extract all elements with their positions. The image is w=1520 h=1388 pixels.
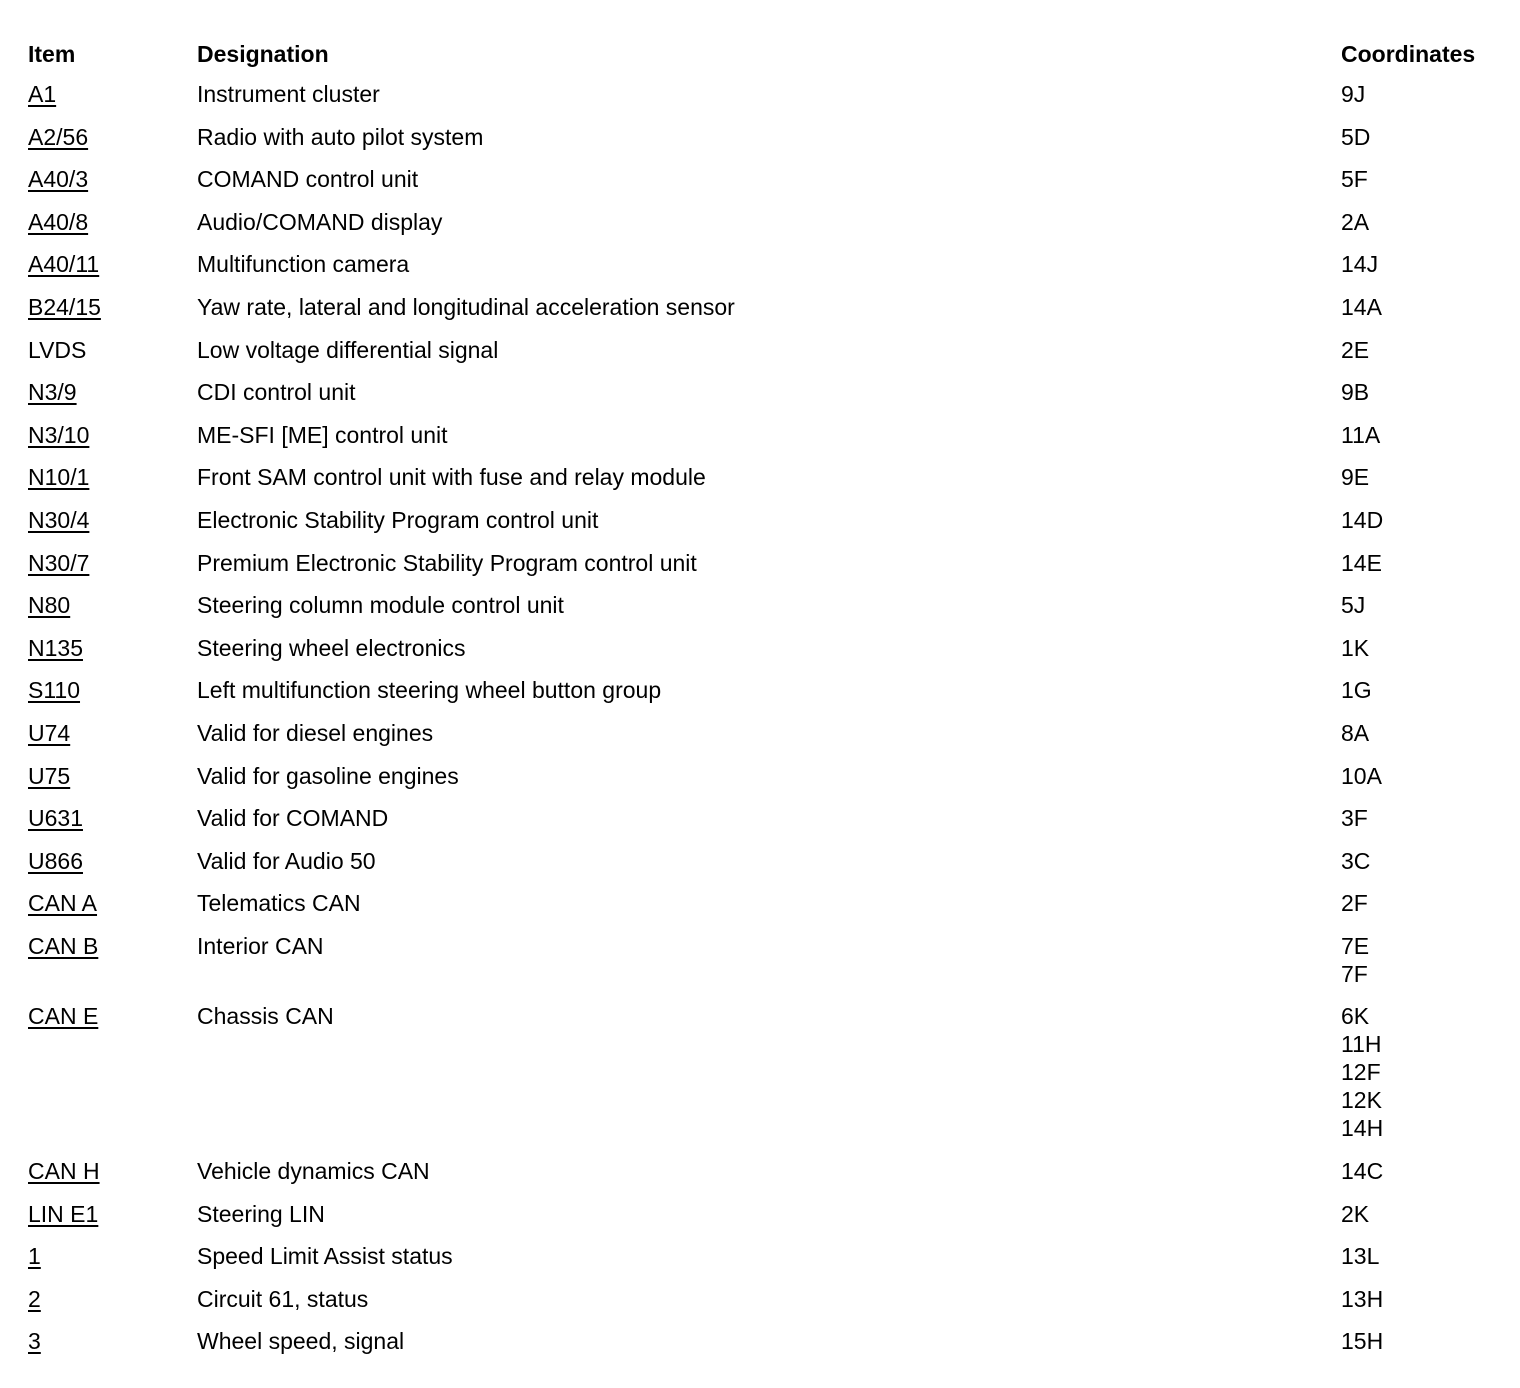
table-row bbox=[28, 378, 1508, 421]
coordinates-cell bbox=[1341, 719, 1508, 747]
coordinate-value: 13L bbox=[1341, 1243, 1380, 1270]
coordinate-value: 15H bbox=[1341, 1328, 1384, 1355]
table-row bbox=[28, 932, 1508, 1003]
item-cell bbox=[28, 250, 197, 278]
item-link[interactable]: U74 bbox=[28, 719, 71, 746]
designation-cell: Audio/COMAND display bbox=[197, 208, 443, 235]
table-row bbox=[28, 293, 1508, 336]
item-cell bbox=[28, 1327, 197, 1355]
table-row bbox=[28, 591, 1508, 634]
table-row bbox=[28, 804, 1508, 847]
designation-cell: Telematics CAN bbox=[197, 890, 361, 917]
coordinates-cell bbox=[1341, 463, 1508, 491]
item-link[interactable]: A40/8 bbox=[28, 208, 89, 235]
coordinates-cell bbox=[1341, 1002, 1508, 1142]
table-row bbox=[28, 463, 1508, 506]
designation-cell: Wheel speed, signal bbox=[197, 1328, 405, 1355]
coordinate-value: 1G bbox=[1341, 677, 1372, 704]
coordinates-cell bbox=[1341, 1327, 1508, 1355]
coordinates-cell bbox=[1341, 804, 1508, 832]
designation-cell: Steering LIN bbox=[197, 1200, 325, 1227]
item-cell bbox=[28, 421, 197, 449]
table-row bbox=[28, 421, 1508, 464]
coordinates-cell bbox=[1341, 889, 1508, 917]
designation-cell: Interior CAN bbox=[197, 932, 324, 959]
designation-cell: Vehicle dynamics CAN bbox=[197, 1158, 430, 1185]
item-cell bbox=[28, 719, 197, 747]
coordinates-cell bbox=[1341, 676, 1508, 704]
item-link[interactable]: A1 bbox=[28, 81, 57, 107]
table-row bbox=[28, 1327, 1508, 1370]
item-cell bbox=[28, 506, 197, 534]
coordinates-cell bbox=[1341, 336, 1508, 364]
coordinate-value: 9J bbox=[1341, 81, 1366, 107]
designation-cell: Yaw rate, lateral and longitudinal acceleration sensor bbox=[197, 293, 735, 320]
coordinate-value: 14D bbox=[1341, 506, 1384, 533]
designation-cell: Electronic Stability Program control unit bbox=[197, 506, 599, 533]
designation-cell: Chassis CAN bbox=[197, 1003, 334, 1030]
coordinate-value: 9E bbox=[1341, 464, 1370, 491]
table-row bbox=[28, 1200, 1508, 1243]
designation-cell: Steering column module control unit bbox=[197, 592, 564, 619]
designation-cell: Speed Limit Assist status bbox=[197, 1243, 453, 1270]
coordinates-cell bbox=[1341, 847, 1508, 875]
item-link[interactable]: CAN B bbox=[28, 932, 99, 959]
designation-cell: CDI control unit bbox=[197, 379, 356, 406]
table-row bbox=[28, 1242, 1508, 1285]
coordinate-value: 12F bbox=[1341, 1059, 1381, 1086]
coordinate-value: 14C bbox=[1341, 1158, 1384, 1185]
item-cell bbox=[28, 293, 197, 321]
item-link[interactable]: N3/10 bbox=[28, 421, 90, 448]
table-row bbox=[28, 762, 1508, 805]
designation-cell: Low voltage differential signal bbox=[197, 336, 499, 363]
table-row bbox=[28, 847, 1508, 890]
item-link[interactable]: 3 bbox=[28, 1328, 41, 1355]
item-cell bbox=[28, 80, 197, 108]
coordinate-value: 10A bbox=[1341, 762, 1382, 789]
table-row bbox=[28, 1157, 1508, 1200]
coordinate-value: 7F bbox=[1341, 960, 1368, 987]
item-link[interactable]: N80 bbox=[28, 592, 71, 619]
item-cell bbox=[28, 208, 197, 236]
coordinate-value: 6K bbox=[1341, 1003, 1370, 1030]
coordinate-value: 5J bbox=[1341, 592, 1366, 619]
table-row bbox=[28, 336, 1508, 379]
coordinate-value: 9B bbox=[1341, 379, 1370, 406]
coordinates-cell bbox=[1341, 80, 1508, 108]
item-cell bbox=[28, 378, 197, 406]
item-link[interactable]: S110 bbox=[28, 677, 81, 704]
coordinates-cell bbox=[1341, 1242, 1508, 1270]
coordinate-value: 11H bbox=[1341, 1031, 1382, 1058]
item-link[interactable]: A40/11 bbox=[28, 251, 100, 278]
designation-cell: Left multifunction steering wheel button group bbox=[197, 677, 662, 704]
item-cell bbox=[28, 676, 197, 704]
item-link[interactable]: U75 bbox=[28, 762, 71, 789]
table-header-row bbox=[28, 40, 1508, 80]
item-link[interactable]: CAN H bbox=[28, 1158, 100, 1185]
coordinate-value: 2F bbox=[1341, 890, 1368, 917]
item-cell bbox=[28, 463, 197, 491]
table-row bbox=[28, 165, 1508, 208]
item-cell bbox=[28, 336, 197, 364]
item-link[interactable]: B24/15 bbox=[28, 293, 101, 320]
item-cell bbox=[28, 1200, 197, 1228]
coordinates-cell bbox=[1341, 932, 1508, 988]
coordinate-value: 2K bbox=[1341, 1200, 1370, 1227]
designation-cell: Circuit 61, status bbox=[197, 1285, 369, 1312]
item-label: LVDS bbox=[28, 336, 87, 363]
coordinates-cell bbox=[1341, 591, 1508, 619]
table-row bbox=[28, 250, 1508, 293]
coordinate-value: 1K bbox=[1341, 634, 1370, 661]
table-row bbox=[28, 634, 1508, 677]
item-link[interactable]: U866 bbox=[28, 847, 83, 874]
coordinates-cell bbox=[1341, 165, 1508, 193]
coordinate-value: 12K bbox=[1341, 1087, 1382, 1114]
coordinate-value: 7E bbox=[1341, 932, 1370, 959]
coordinates-cell bbox=[1341, 293, 1508, 321]
designation-cell: COMAND control unit bbox=[197, 166, 419, 193]
item-cell bbox=[28, 762, 197, 790]
item-cell bbox=[28, 847, 197, 875]
table-row bbox=[28, 676, 1508, 719]
table-row bbox=[28, 208, 1508, 251]
item-cell bbox=[28, 123, 197, 151]
coordinates-cell bbox=[1341, 208, 1508, 236]
coordinate-value: 14E bbox=[1341, 549, 1382, 576]
item-cell bbox=[28, 549, 197, 577]
item-cell bbox=[28, 165, 197, 193]
table-row bbox=[28, 1002, 1508, 1157]
table-row bbox=[28, 889, 1508, 932]
item-link[interactable]: U631 bbox=[28, 805, 83, 832]
designation-cell: Radio with auto pilot system bbox=[197, 123, 484, 150]
coordinates-cell bbox=[1341, 378, 1508, 406]
table-row bbox=[28, 506, 1508, 549]
coordinates-cell bbox=[1341, 634, 1508, 662]
item-cell bbox=[28, 889, 197, 917]
designation-cell: Multifunction camera bbox=[197, 251, 410, 278]
coordinate-value: 14J bbox=[1341, 251, 1379, 278]
table-row bbox=[28, 80, 1508, 123]
coordinate-value: 2E bbox=[1341, 336, 1370, 363]
designation-cell: Valid for Audio 50 bbox=[197, 847, 376, 874]
item-link[interactable]: N3/9 bbox=[28, 379, 77, 406]
designation-cell: Valid for COMAND bbox=[197, 805, 389, 832]
designation-cell: Valid for gasoline engines bbox=[197, 762, 459, 789]
coordinate-value: 14H bbox=[1341, 1115, 1384, 1142]
table-row bbox=[28, 1285, 1508, 1328]
coordinate-value: 13H bbox=[1341, 1285, 1384, 1312]
item-cell bbox=[28, 804, 197, 832]
item-cell bbox=[28, 634, 197, 662]
item-cell bbox=[28, 1285, 197, 1313]
item-link[interactable]: CAN E bbox=[28, 1003, 99, 1030]
coordinate-value: 5F bbox=[1341, 166, 1368, 193]
item-link[interactable]: N30/7 bbox=[28, 549, 90, 576]
item-link[interactable]: CAN A bbox=[28, 890, 98, 917]
header-item: Item bbox=[28, 41, 76, 67]
coordinate-value: 8A bbox=[1341, 719, 1370, 746]
coordinates-cell bbox=[1341, 1200, 1508, 1228]
header-coordinates: Coordinates bbox=[1341, 41, 1476, 67]
item-link[interactable]: 2 bbox=[28, 1285, 41, 1312]
coordinates-cell bbox=[1341, 250, 1508, 278]
designation-cell: Front SAM control unit with fuse and relay module bbox=[197, 464, 706, 491]
legend-table bbox=[28, 40, 1508, 1370]
coordinates-cell bbox=[1341, 549, 1508, 577]
header-designation: Designation bbox=[197, 41, 329, 67]
coordinate-value: 14A bbox=[1341, 293, 1382, 320]
designation-cell: Premium Electronic Stability Program control unit bbox=[197, 549, 697, 576]
item-cell bbox=[28, 932, 197, 960]
item-cell bbox=[28, 1242, 197, 1270]
designation-cell: Steering wheel electronics bbox=[197, 634, 466, 661]
item-link[interactable]: LIN E1 bbox=[28, 1200, 99, 1227]
designation-cell: ME-SFI [ME] control unit bbox=[197, 421, 448, 448]
item-link[interactable]: N30/4 bbox=[28, 506, 90, 533]
item-cell bbox=[28, 1157, 197, 1185]
coordinates-cell bbox=[1341, 421, 1508, 449]
table-row bbox=[28, 549, 1508, 592]
table-row bbox=[28, 123, 1508, 166]
designation-cell: Instrument cluster bbox=[197, 81, 380, 107]
item-link[interactable]: A2/56 bbox=[28, 123, 89, 150]
coordinates-cell bbox=[1341, 1285, 1508, 1313]
item-link[interactable]: N10/1 bbox=[28, 464, 90, 491]
coordinate-value: 5D bbox=[1341, 123, 1371, 150]
coordinates-cell bbox=[1341, 1157, 1508, 1185]
item-link[interactable]: A40/3 bbox=[28, 166, 89, 193]
item-link[interactable]: N135 bbox=[28, 634, 83, 661]
item-cell bbox=[28, 591, 197, 619]
table-row bbox=[28, 719, 1508, 762]
coordinates-cell bbox=[1341, 123, 1508, 151]
coordinate-value: 3F bbox=[1341, 805, 1368, 832]
coordinate-value: 11A bbox=[1341, 421, 1381, 448]
table-body bbox=[28, 80, 1508, 1370]
coordinates-cell bbox=[1341, 762, 1508, 790]
coordinate-value: 3C bbox=[1341, 847, 1371, 874]
coordinate-value: 2A bbox=[1341, 208, 1370, 235]
designation-cell: Valid for diesel engines bbox=[197, 719, 434, 746]
coordinates-cell bbox=[1341, 506, 1508, 534]
item-cell bbox=[28, 1002, 197, 1030]
item-link[interactable]: 1 bbox=[28, 1243, 41, 1270]
